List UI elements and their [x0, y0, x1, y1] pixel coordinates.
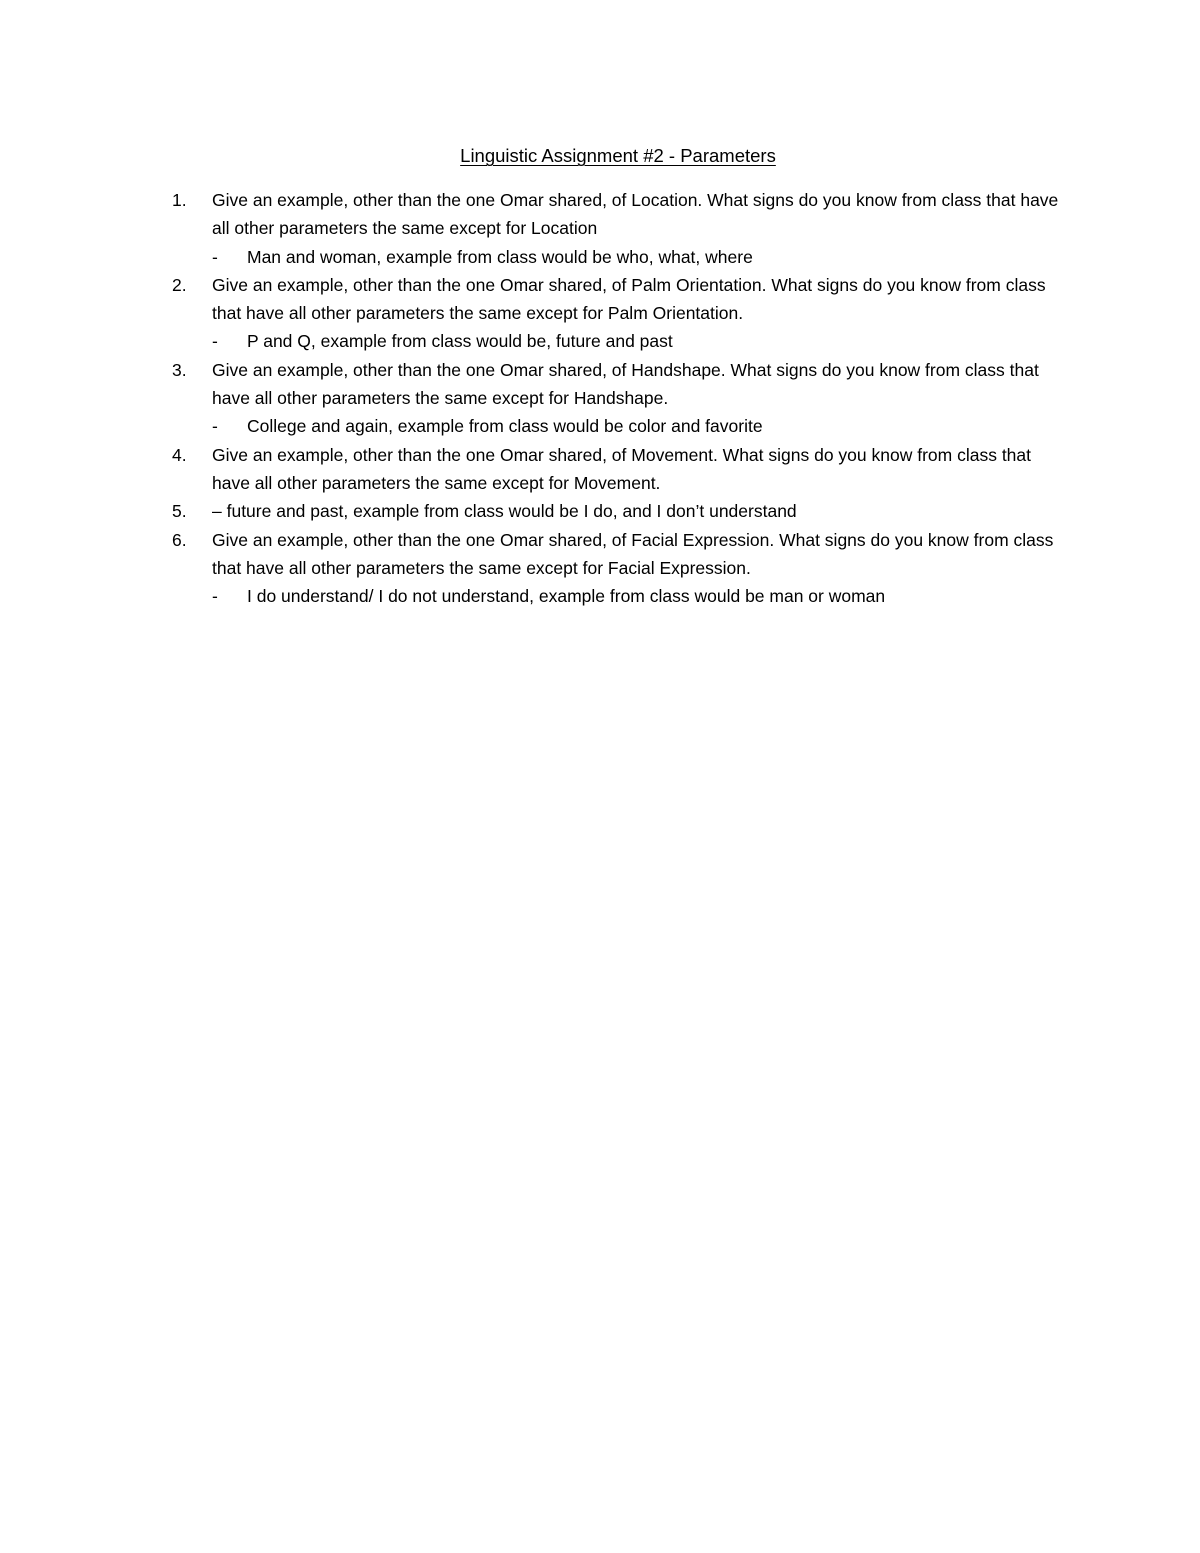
item-answer-3: [172, 412, 1072, 440]
list-item-1: [172, 186, 1072, 243]
answer-text: P and Q, example from class would be, future and past: [247, 331, 673, 352]
item-number: 5.: [172, 501, 187, 522]
assignment-list: [172, 186, 1072, 610]
item-number: 6.: [172, 529, 187, 550]
item-answer-2: [172, 327, 1072, 355]
list-item-6: [172, 526, 1072, 583]
item-number: 2.: [172, 274, 187, 295]
item-question: – future and past, example from class would be I do, and I don’t understand: [212, 501, 797, 522]
list-item-4: [172, 441, 1072, 498]
item-number: 3.: [172, 359, 187, 380]
answer-marker: -: [212, 246, 218, 267]
answer-marker: -: [212, 586, 218, 607]
list-item-5: [172, 497, 1072, 525]
item-answer-1: [172, 243, 1072, 271]
answer-text: I do understand/ I do not understand, example from class would be man or woman: [247, 586, 886, 607]
list-item-2: [172, 271, 1072, 328]
item-question: Give an example, other than the one Omar shared, of Handshape. What signs do you know from class that have all other parameters the same except for Handshape.: [212, 359, 1039, 409]
item-question: Give an example, other than the one Omar shared, of Movement. What signs do you know from class that have all other parameters the same except for Movement.: [212, 444, 1032, 493]
item-question: Give an example, other than the one Omar shared, of Palm Orientation. What signs do you know from class that have all other parameters the same except for Palm Orientation.: [212, 274, 1046, 324]
item-number: 1.: [172, 190, 187, 210]
item-question: Give an example, other than the one Omar shared, of Location. What signs do you know from class that have all other parameters the same except for Location: [212, 190, 1059, 239]
answer-marker: -: [212, 416, 218, 437]
list-item-3: [172, 356, 1072, 413]
answer-text: Man and woman, example from class would be who, what, where: [247, 246, 753, 267]
page-title: Linguistic Assignment #2 - Parameters: [460, 145, 776, 166]
item-answer-6: [172, 582, 1072, 610]
answer-text: College and again, example from class would be color and favorite: [247, 416, 763, 437]
item-question: Give an example, other than the one Omar shared, of Facial Expression. What signs do you know from class that have all other parameters the same except for Facial Expression.: [212, 529, 1054, 578]
answer-marker: -: [212, 331, 218, 352]
item-number: 4.: [172, 444, 187, 465]
